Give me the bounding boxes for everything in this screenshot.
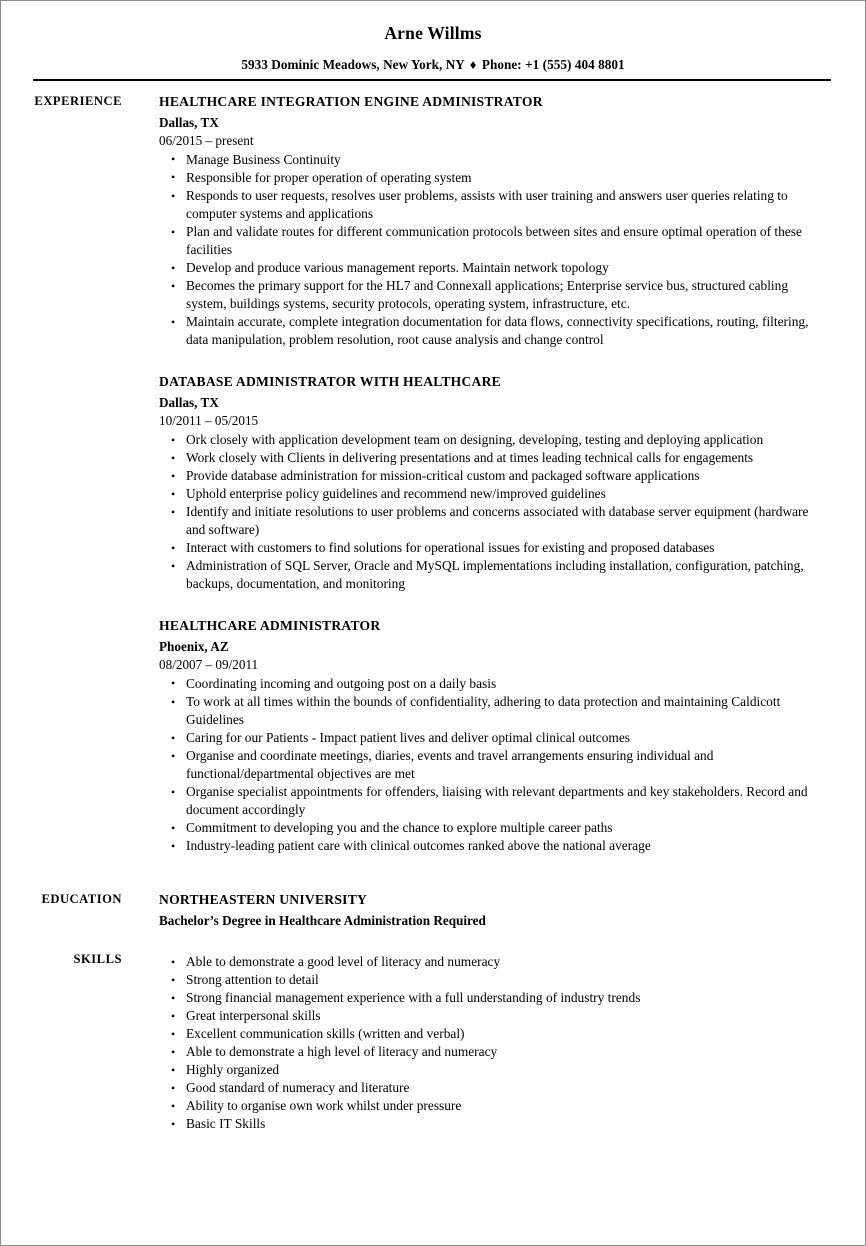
list-item: • Caring for our Patients - Impact patient lives and deliver optimal clinical outcomes xyxy=(159,729,829,747)
list-item: • Responds to user requests, resolves user problems, assists with user training and answers user queries relating to computer systems and applications xyxy=(159,187,829,223)
list-item: • Plan and validate routes for different communication protocols between sites and ensure optimal operation of these facilities xyxy=(159,223,829,259)
resume-header xyxy=(1,1,865,81)
job-responsibility-list xyxy=(159,431,829,593)
list-item: • Organise specialist appointments for offenders, liaising with relevant departments and key stakeholders. Record and document accordingly xyxy=(159,783,829,819)
section-label-experience: EXPERIENCE xyxy=(34,94,122,109)
list-item: • Strong financial management experience with a full understanding of industry trends xyxy=(159,989,829,1007)
job-responsibility-list xyxy=(159,675,829,855)
list-item: • Coordinating incoming and outgoing post on a daily basis xyxy=(159,675,829,693)
job-title: HEALTHCARE ADMINISTRATOR xyxy=(159,618,381,634)
education-school: NORTHEASTERN UNIVERSITY xyxy=(159,892,368,908)
job-responsibility-list xyxy=(159,151,829,349)
header-divider xyxy=(33,79,831,81)
job-dates: 08/2007 – 09/2011 xyxy=(159,656,259,672)
list-item: • Uphold enterprise policy guidelines and recommend new/improved guidelines xyxy=(159,485,829,503)
experience-section xyxy=(1,93,865,855)
list-item: • Able to demonstrate a high level of literacy and numeracy xyxy=(159,1043,829,1061)
candidate-name: Arne Willms xyxy=(384,23,482,43)
experience-entry xyxy=(159,93,829,349)
list-item: • Becomes the primary support for the HL7 and Connexall applications; Enterprise service bus, structured cabling system, buildings systems, security protocols, operating system, infrastructure, etc. xyxy=(159,277,829,313)
job-dates: 06/2015 – present xyxy=(159,132,254,148)
list-item: • Work closely with Clients in delivering presentations and at times leading technical calls for engagements xyxy=(159,449,829,467)
experience-body xyxy=(122,93,865,855)
education-section xyxy=(1,891,865,929)
job-location: Dallas, TX xyxy=(159,394,219,410)
job-dates: 10/2011 – 05/2015 xyxy=(159,412,259,428)
list-item: • Responsible for proper operation of operating system xyxy=(159,169,829,187)
list-item: • Ability to organise own work whilst under pressure xyxy=(159,1097,829,1115)
list-item: • Good standard of numeracy and literature xyxy=(159,1079,829,1097)
list-item: • Able to demonstrate a good level of literacy and numeracy xyxy=(159,953,829,971)
skills-body xyxy=(122,951,865,1133)
list-item: • Industry-leading patient care with clinical outcomes ranked above the national average xyxy=(159,837,829,855)
list-item: • Excellent communication skills (written and verbal) xyxy=(159,1025,829,1043)
list-item: • Interact with customers to find solutions for operational issues for existing and proposed databases xyxy=(159,539,829,557)
list-item: • Ork closely with application development team on designing, developing, testing and deploying application xyxy=(159,431,829,449)
list-item: • Identify and initiate resolutions to user problems and concerns associated with database server equipment (hardware and software) xyxy=(159,503,829,539)
job-title: DATABASE ADMINISTRATOR WITH HEALTHCARE xyxy=(159,374,501,390)
section-label-skills: SKILLS xyxy=(73,952,122,967)
education-body xyxy=(122,891,865,929)
contact-line xyxy=(1,57,865,73)
section-label-education: EDUCATION xyxy=(41,892,122,907)
diamond-separator-icon: ♦ xyxy=(469,57,477,73)
list-item: • Organise and coordinate meetings, diaries, events and travel arrangements ensuring individual and functional/departmental objectives are met xyxy=(159,747,829,783)
job-title: HEALTHCARE INTEGRATION ENGINE ADMINISTRATOR xyxy=(159,94,543,110)
experience-entry xyxy=(159,617,829,855)
list-item: • Highly organized xyxy=(159,1061,829,1079)
job-location: Phoenix, AZ xyxy=(159,638,229,654)
candidate-phone: Phone: +1 (555) 404 8801 xyxy=(481,57,625,73)
list-item: • To work at all times within the bounds of confidentiality, adhering to data protection and maintaining Caldicott Guidelines xyxy=(159,693,829,729)
job-location: Dallas, TX xyxy=(159,114,219,130)
candidate-address: 5933 Dominic Meadows, New York, NY xyxy=(241,57,465,73)
experience-entry xyxy=(159,373,829,593)
list-item: • Provide database administration for mission-critical custom and packaged software applications xyxy=(159,467,829,485)
list-item: • Manage Business Continuity xyxy=(159,151,829,169)
list-item: • Maintain accurate, complete integration documentation for data flows, connectivity specifications, routing, filtering, data manipulation, problem resolution, root cause analysis and change control xyxy=(159,313,829,349)
list-item: • Develop and produce various management reports. Maintain network topology xyxy=(159,259,829,277)
list-item: • Great interpersonal skills xyxy=(159,1007,829,1025)
list-item: • Administration of SQL Server, Oracle and MySQL implementations including installation, configuration, patching, backups, documentation, and monitoring xyxy=(159,557,829,593)
list-item: • Strong attention to detail xyxy=(159,971,829,989)
education-degree: Bachelor’s Degree in Healthcare Administration Required xyxy=(159,912,486,928)
list-item: • Commitment to developing you and the chance to explore multiple career paths xyxy=(159,819,829,837)
skills-section xyxy=(1,951,865,1133)
skills-list xyxy=(159,953,829,1133)
list-item: • Basic IT Skills xyxy=(159,1115,829,1133)
